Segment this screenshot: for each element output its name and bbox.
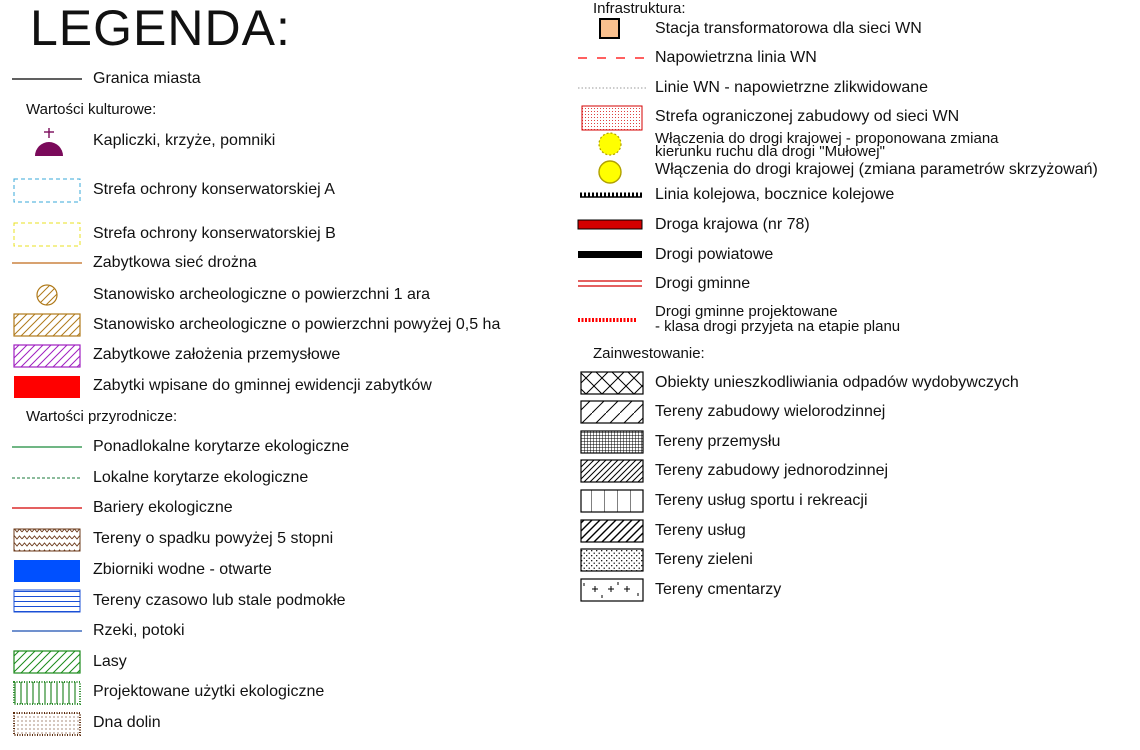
waste-facilities-symbol (578, 370, 648, 396)
legend-item-railway (578, 185, 1138, 213)
planned-roads-label-2: - klasa drogi przyjeta na etapie planu (655, 318, 901, 335)
legend-item-city-border (12, 70, 532, 98)
hv-line-symbol (578, 48, 648, 66)
national-road-symbol (578, 215, 648, 233)
rivers-label: Rzeki, potoki (93, 622, 185, 639)
forests-symbol (12, 650, 82, 674)
legend-item-national-road (578, 215, 1138, 243)
valley-floors-label: Dna dolin (93, 714, 161, 731)
legend-item-archaeo-large (12, 313, 552, 341)
district-roads-symbol (578, 245, 648, 263)
eco-sites-label: Projektowane użytki ekologiczne (93, 683, 325, 700)
development-header: Zainwestowanie: (593, 345, 705, 362)
forests-label: Lasy (93, 653, 127, 670)
regional-corridors-label: Ponadlokalne korytarze ekologiczne (93, 438, 350, 455)
junction-proposed-icon (578, 130, 648, 186)
zone-b-label: Strefa ochrony konserwatorskiej B (93, 225, 336, 242)
services-symbol (578, 518, 648, 544)
legend-item-archaeo-small (12, 283, 552, 311)
archaeo-small-icon (12, 283, 82, 307)
legend-item-substation (578, 15, 1138, 43)
regional-corridors-symbol (12, 438, 82, 456)
restricted-zone-symbol (578, 104, 648, 132)
legend-item-greenery (578, 547, 1138, 575)
national-road-label: Droga krajowa (nr 78) (655, 216, 810, 233)
legend-item-restricted-zone (578, 104, 1138, 132)
legend-item-junctions (578, 130, 1138, 186)
city-border-symbol (12, 70, 82, 88)
greenery-label: Tereny zieleni (655, 551, 753, 568)
legend-item-historic-roads (12, 254, 532, 282)
legend-item-slopes (12, 528, 532, 556)
city-border-label: Granica miasta (93, 70, 201, 87)
wetlands-symbol (12, 589, 82, 613)
industry-symbol (578, 429, 648, 455)
legend-title: LEGENDA: (30, 0, 291, 56)
legend-item-wetlands (12, 589, 532, 617)
cemeteries-label: Tereny cmentarzy (655, 581, 782, 598)
hv-removed-label: Linie WN - napowietrzne zlikwidowane (655, 79, 929, 96)
zone-b-symbol (12, 222, 82, 248)
legend-item-eco-barriers (12, 499, 532, 527)
substation-label: Stacja transformatorowa dla sieci WN (655, 20, 922, 37)
legend-item-services (578, 518, 1138, 546)
railway-label: Linia kolejowa, bocznice kolejowe (655, 186, 895, 203)
legend-item-industrial-heritage (12, 344, 532, 372)
sport-label: Tereny usług sportu i rekreacji (655, 492, 868, 509)
archaeo-large-symbol (12, 313, 82, 337)
hv-removed-symbol (578, 78, 648, 96)
cultural-header: Wartości kulturowe: (26, 101, 157, 118)
legend-item-hv-line (578, 48, 1138, 76)
zone-a-symbol (12, 178, 82, 204)
eco-barriers-label: Bariery ekologiczne (93, 499, 233, 516)
legend-item-rivers (12, 622, 532, 650)
legend-item-registered (12, 375, 532, 403)
registered-monuments-symbol (12, 375, 82, 399)
single-family-label: Tereny zabudowy jednorodzinnej (655, 462, 889, 479)
legend-item-monuments (12, 126, 532, 154)
legend-item-hv-removed (578, 78, 1138, 106)
multifamily-symbol (578, 399, 648, 425)
eco-barriers-symbol (12, 499, 82, 517)
slopes-label: Tereny o spadku powyżej 5 stopni (93, 530, 334, 547)
water-bodies-label: Zbiorniki wodne - otwarte (93, 561, 272, 578)
legend-item-local-corridors (12, 469, 532, 497)
historic-roads-symbol (12, 254, 82, 272)
industrial-heritage-label: Zabytkowe założenia przemysłowe (93, 346, 341, 363)
planned-roads-label-1: Drogi gminne projektowane (655, 303, 838, 320)
registered-monuments-label: Zabytki wpisane do gminnej ewidencji zabytków (93, 377, 432, 394)
natural-header: Wartości przyrodnicze: (26, 408, 178, 425)
legend-item-valley-floors (12, 711, 532, 739)
legend-item-district-roads (578, 245, 1138, 273)
railway-symbol (578, 185, 648, 203)
junction-proposed-label-1: Włączenia do drogi krajowej - proponowana zmiana (655, 130, 999, 147)
legend-item-sport (578, 488, 1138, 516)
legend-item-cemeteries (578, 577, 1138, 605)
legend-item-waste-facilities (578, 370, 1138, 398)
legend-item-industry (578, 429, 1138, 457)
municipal-roads-symbol (578, 274, 648, 292)
legend-item-regional-corridors (12, 438, 532, 466)
municipal-roads-label: Drogi gminne (655, 275, 751, 292)
valley-floors-symbol (12, 711, 82, 737)
junction-params-label: Włączenia do drogi krajowej (zmiana parametrów skrzyżowań) (655, 161, 1098, 178)
district-roads-label: Drogi powiatowe (655, 246, 774, 263)
cemeteries-symbol (578, 577, 648, 603)
eco-sites-symbol (12, 680, 82, 706)
legend-item-single-family (578, 458, 1138, 486)
water-bodies-symbol (12, 559, 82, 583)
legend-item-zone-b (12, 222, 532, 250)
monument-icon (12, 126, 82, 158)
services-label: Tereny usług (655, 522, 746, 539)
hv-line-label: Napowietrzna linia WN (655, 49, 817, 66)
greenery-symbol (578, 547, 648, 573)
monuments-label: Kapliczki, krzyże, pomniki (93, 132, 276, 149)
zone-a-label: Strefa ochrony konserwatorskiej A (93, 181, 335, 198)
archaeo-large-label: Stanowisko archeologiczne o powierzchni powyżej 0,5 ha (93, 316, 501, 333)
local-corridors-symbol (12, 469, 82, 487)
historic-roads-label: Zabytkowa sieć drożna (93, 254, 257, 271)
legend-item-forests (12, 650, 532, 678)
slopes-symbol (12, 528, 82, 552)
legend-item-eco-sites (12, 680, 532, 708)
rivers-symbol (12, 622, 82, 640)
local-corridors-label: Lokalne korytarze ekologiczne (93, 469, 309, 486)
wetlands-label: Tereny czasowo lub stale podmokłe (93, 592, 346, 609)
industrial-heritage-symbol (12, 344, 82, 368)
legend-item-municipal-roads (578, 274, 1138, 302)
legend-item-water-bodies (12, 559, 532, 587)
multifamily-label: Tereny zabudowy wielorodzinnej (655, 403, 886, 420)
archaeo-small-label: Stanowisko archeologiczne o powierzchni 1 ara (93, 286, 431, 303)
legend-item-multifamily (578, 399, 1138, 427)
single-family-symbol (578, 458, 648, 484)
legend-item-zone-a (12, 178, 532, 206)
industry-label: Tereny przemysłu (655, 433, 781, 450)
substation-icon (578, 15, 648, 41)
planned-roads-symbol (578, 303, 648, 335)
legend-item-planned-roads (578, 303, 1138, 335)
restricted-zone-label: Strefa ograniczonej zabudowy od sieci WN (655, 108, 960, 125)
sport-symbol (578, 488, 648, 514)
junction-proposed-label-2: kierunku ruchu dla drogi "Mułowej" (655, 143, 885, 160)
infra-header: Infrastruktura: (593, 0, 686, 17)
waste-facilities-label: Obiekty unieszkodliwiania odpadów wydobywczych (655, 374, 1019, 391)
